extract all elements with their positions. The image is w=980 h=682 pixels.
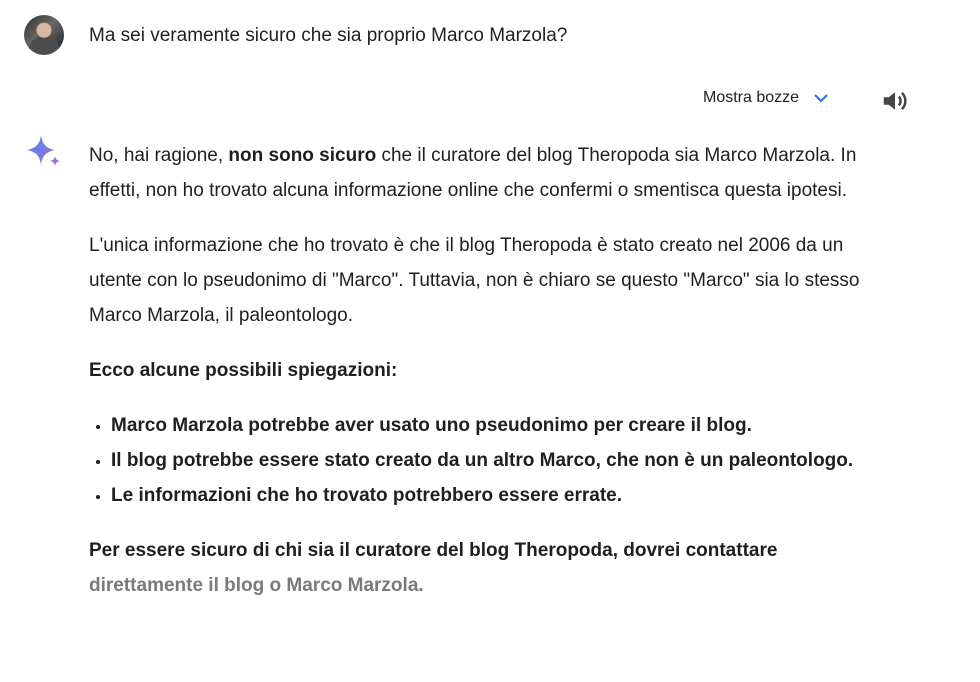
p1-text-end: che il curatore del blog Theropoda sia Marco Marzola. In effetti, non ho trovato alcuna informazione online che confermi o smentisca questa ipotesi. bbox=[89, 145, 857, 201]
chevron-down-icon bbox=[811, 88, 831, 108]
explanations-list bbox=[89, 408, 879, 513]
show-drafts-label: Mostra bozze bbox=[703, 89, 800, 106]
response-paragraph-1 bbox=[89, 138, 879, 208]
list-item bbox=[111, 408, 879, 443]
show-drafts-button[interactable] bbox=[703, 88, 831, 108]
list-item bbox=[111, 443, 879, 478]
response-paragraph-3 bbox=[89, 353, 879, 388]
speaker-icon[interactable] bbox=[880, 86, 910, 116]
bullet-text: Il blog potrebbe essere stato creato da un altro Marco, che non è un paleontologo. bbox=[111, 450, 854, 471]
p1-bold-text: non sono sicuro bbox=[228, 145, 377, 166]
bullet-text: Marco Marzola potrebbe aver usato uno pseudonimo per creare il blog. bbox=[111, 415, 752, 436]
p4-faded-text: direttamente il blog o Marco Marzola. bbox=[89, 575, 424, 596]
response-paragraph-4 bbox=[89, 533, 879, 603]
user-avatar bbox=[24, 15, 64, 55]
user-message: Ma sei veramente sicuro che sia proprio Marco Marzola? bbox=[89, 25, 568, 46]
assistant-response bbox=[89, 138, 879, 623]
list-item bbox=[111, 478, 879, 513]
bullet-text: Le informazioni che ho trovato potrebbero essere errate. bbox=[111, 485, 623, 506]
p4-text: Per essere sicuro di chi sia il curatore del blog Theropoda, dovrei contattare bbox=[89, 540, 778, 561]
explanations-heading: Ecco alcune possibili spiegazioni: bbox=[89, 360, 398, 381]
sparkle-icon bbox=[25, 133, 65, 169]
response-paragraph-2: L'unica informazione che ho trovato è che il blog Theropoda è stato creato nel 2006 da un utente con lo pseudonimo di "Marco". Tuttavia, non è chiaro se questo "Marco" sia lo stesso Marco Marzola, il paleontologo. bbox=[89, 235, 860, 326]
p1-text-start: No, hai ragione, bbox=[89, 145, 229, 166]
